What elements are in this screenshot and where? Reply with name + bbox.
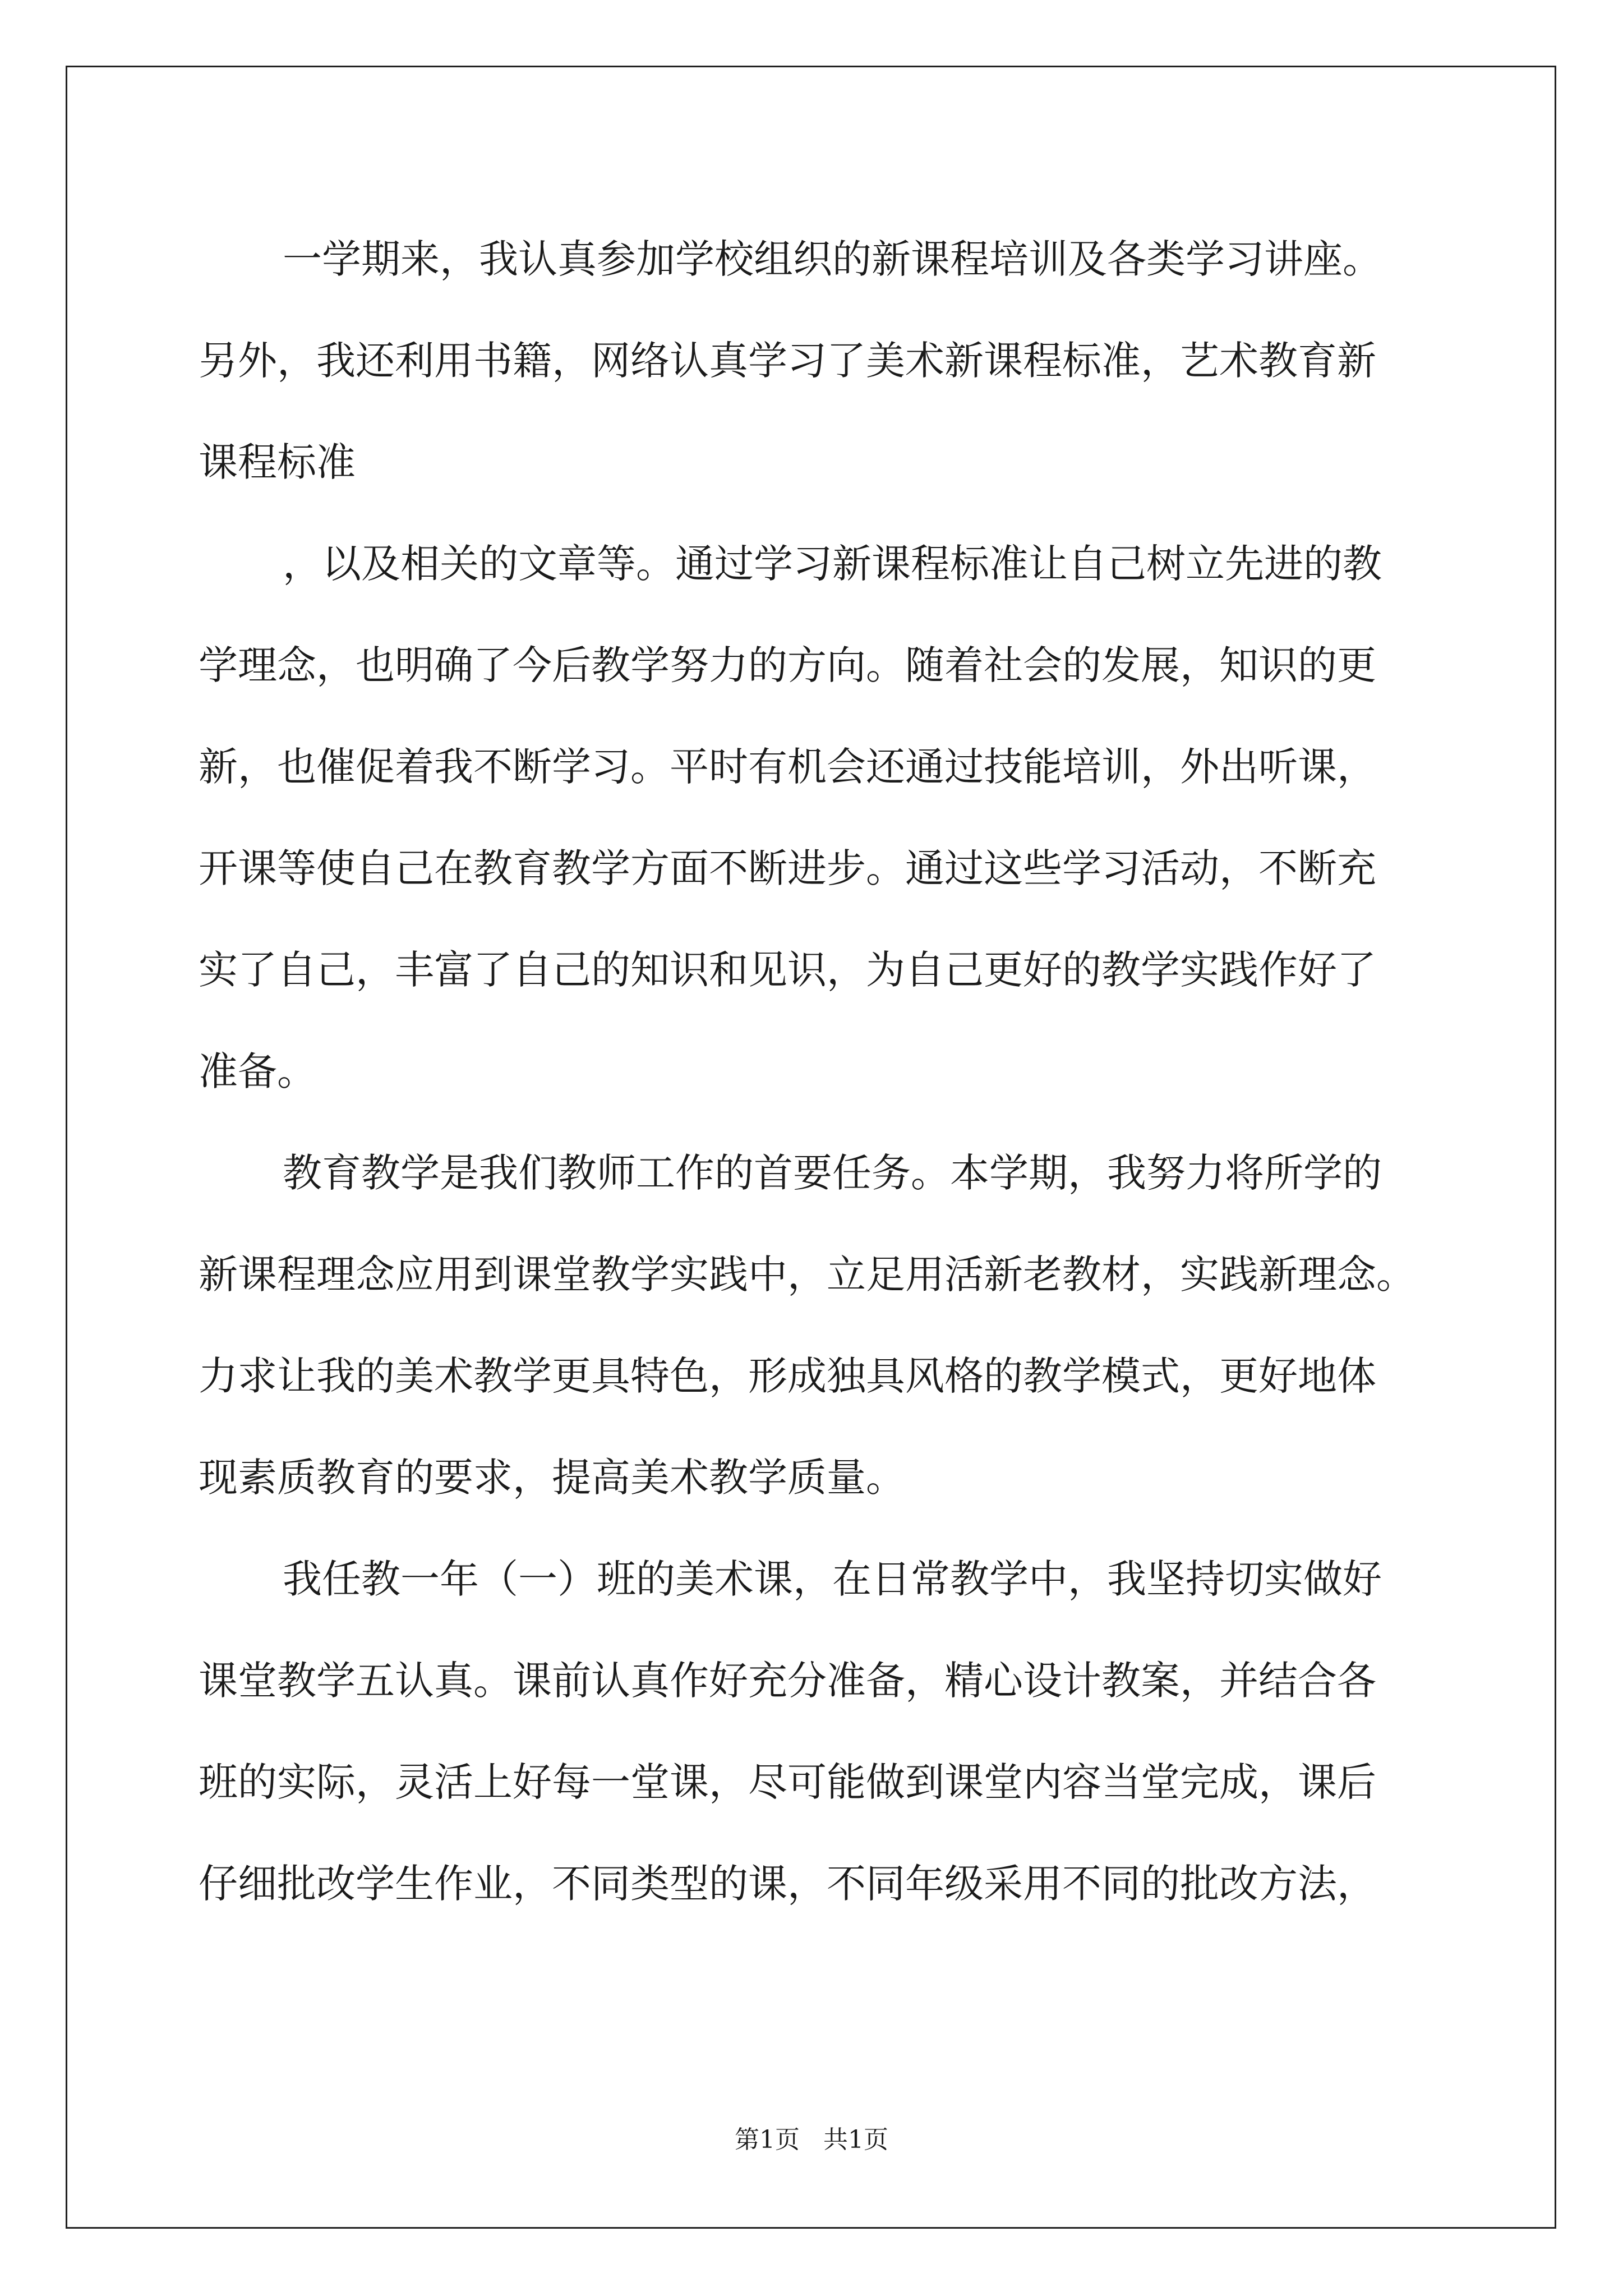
text-line: 课堂教学五认真。课前认真作好充分准备，精心设计教案，并结合各: [199, 1658, 1376, 1704]
text-line: 仔细批改学生作业，不同类型的课，不同年级采用不同的批改方法，: [199, 1861, 1376, 1907]
text-line: ，以及相关的文章等。通过学习新课程标准让自己树立先进的教: [283, 541, 1382, 587]
text-line: 一学期来，我认真参加学校组织的新课程培训及各类学习讲座。: [283, 236, 1382, 282]
text-line: 学理念，也明确了今后教学努力的方向。随着社会的发展，知识的更: [199, 642, 1376, 688]
text-line: 新，也催促着我不断学习。平时有机会还通过技能培训，外出听课，: [199, 744, 1376, 790]
text-line: 开课等使自己在教育教学方面不断进步。通过这些学习活动，不断充: [199, 845, 1376, 891]
text-line: 力求让我的美术教学更具特色，形成独具风格的教学模式，更好地体: [199, 1353, 1376, 1399]
text-line: 教育教学是我们教师工作的首要任务。本学期，我努力将所学的: [283, 1150, 1382, 1196]
text-line: 我任教一年（一）班的美术课，在日常教学中，我坚持切实做好: [283, 1556, 1382, 1602]
text-line: 现素质教育的要求，提高美术教学质量。: [199, 1455, 905, 1501]
text-line: 班的实际，灵活上好每一堂课，尽可能做到课堂内容当堂完成，课后: [199, 1759, 1376, 1805]
text-line: 新课程理念应用到课堂教学实践中，立足用活新老教材，实践新理念。: [199, 1251, 1415, 1297]
text-line: 实了自己，丰富了自己的知识和见识，为自己更好的教学实践作好了: [199, 947, 1376, 993]
text-line: 课程标准: [199, 439, 356, 485]
page-footer: 第1页 共1页: [735, 2125, 888, 2154]
text-line: 准备。: [199, 1048, 316, 1094]
document-body: [199, 209, 1432, 1935]
text-line: 另外，我还利用书籍，网络认真学习了美术新课程标准，艺术教育新: [199, 338, 1376, 384]
